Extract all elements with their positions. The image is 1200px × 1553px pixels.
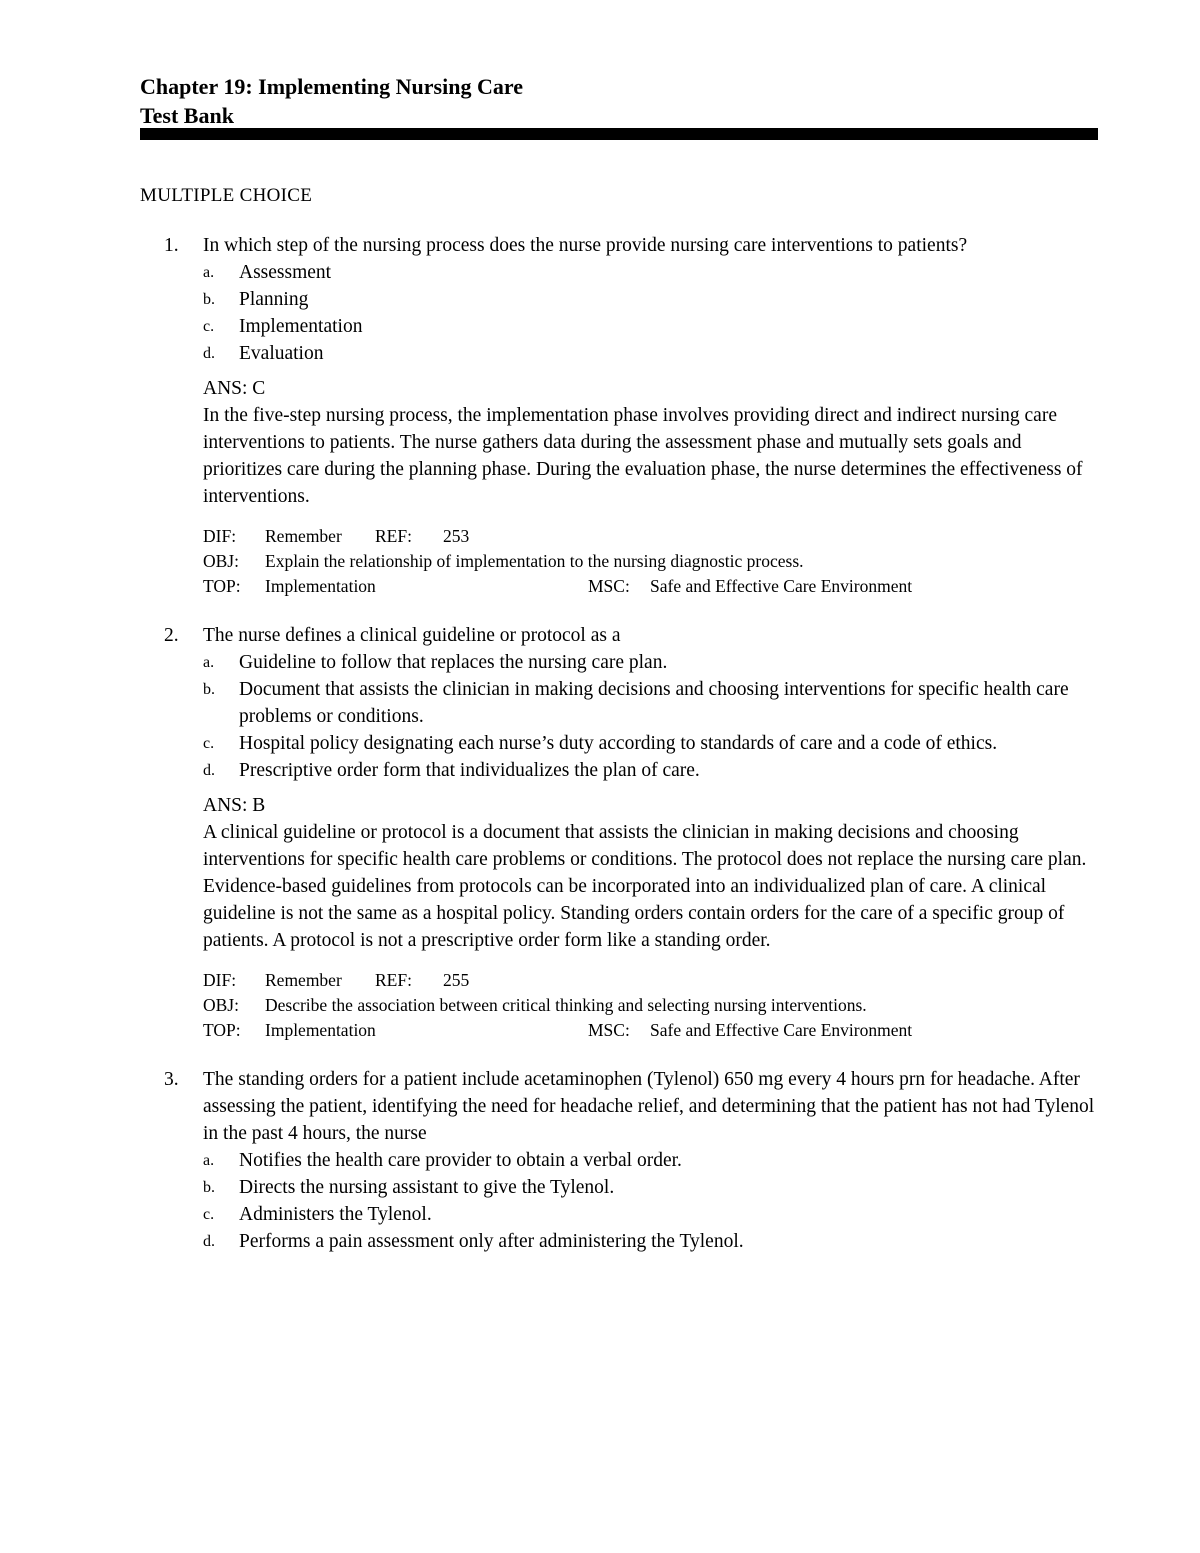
question-list: [140, 232, 1100, 1278]
choice-letter: c.: [203, 1206, 215, 1223]
ref-label: REF:: [375, 526, 412, 546]
choice-list: [203, 649, 1100, 784]
dif-label: DIF:: [203, 526, 237, 546]
choice-a: [203, 649, 1100, 676]
answer-rationale: In the five-step nursing process, the implementation phase involves providing direct and indirect nursing care interventions to patients. The nurse gathers data during the assessment phase and mutually sets goals and prioritizes care during the planning phase. During the evaluation phase, the nurse determines the effectiveness of interventions.: [203, 405, 1083, 507]
ref-label: REF:: [375, 970, 412, 990]
choice-c: [203, 1201, 1100, 1228]
question-2: [140, 622, 1100, 1043]
choice-letter: c.: [203, 318, 215, 335]
answer-rationale: A clinical guideline or protocol is a document that assists the clinician in making decisions and choosing interventions for specific health care problems or conditions. The protocol does not replace the nursing care plan. Evidence-based guidelines from protocols can be incorporated into an individualized plan of care. A clinical guideline is not the same as a hospital policy. Standing orders contain orders for the care of a specific group of patients. A protocol is not a prescriptive order form like a standing order.: [203, 822, 1087, 951]
question-number: 2.: [164, 625, 179, 646]
choice-letter: a.: [203, 264, 215, 281]
choice-text: Document that assists the clinician in making decisions and choosing interventions for specific health care problems or conditions.: [239, 679, 1069, 727]
chapter-subtitle: Test Bank: [140, 103, 234, 128]
choice-text: Administers the Tylenol.: [239, 1204, 432, 1225]
choice-list: [203, 259, 1100, 367]
msc-value: Safe and Effective Care Environment: [650, 576, 913, 596]
obj-value: Describe the association between critical thinking and selecting nursing interventions.: [265, 995, 867, 1015]
question-metadata: [203, 524, 1100, 599]
question-3: [140, 1066, 1100, 1255]
choice-text: Evaluation: [239, 343, 324, 364]
choice-letter: b.: [203, 1179, 215, 1196]
chapter-title: Chapter 19: Implementing Nursing Care: [140, 74, 523, 99]
question-number: 3.: [164, 1069, 179, 1090]
dif-value: Remember: [265, 526, 342, 546]
dif-label: DIF:: [203, 970, 237, 990]
choice-a: [203, 1147, 1100, 1174]
top-label: TOP:: [203, 576, 241, 596]
question-stem: The standing orders for a patient include acetaminophen (Tylenol) 650 mg every 4 hours prn for headache. After assessing the patient, identifying the need for headache relief, and determining that the patient has not had Tylenol in the past 4 hours, the nurse: [203, 1069, 1095, 1144]
answer-block: [203, 375, 1100, 510]
question-metadata: [203, 968, 1100, 1043]
header-rule: [140, 128, 1098, 140]
msc-label: MSC:: [588, 576, 630, 596]
choice-text: Implementation: [239, 316, 363, 337]
top-value: Implementation: [265, 576, 376, 596]
choice-letter: b.: [203, 681, 215, 698]
choice-letter: d.: [203, 345, 215, 362]
answer-key: ANS: B: [203, 795, 266, 816]
choice-b: [203, 286, 1100, 313]
choice-text: Hospital policy designating each nurse’s duty according to standards of care and a code of ethics.: [239, 733, 998, 754]
msc-value: Safe and Effective Care Environment: [650, 1020, 913, 1040]
top-label: TOP:: [203, 1020, 241, 1040]
choice-text: Directs the nursing assistant to give the Tylenol.: [239, 1177, 615, 1198]
obj-value: Explain the relationship of implementation to the nursing diagnostic process.: [265, 551, 804, 571]
choice-d: [203, 757, 1100, 784]
choice-c: [203, 730, 1100, 757]
answer-block: [203, 792, 1100, 954]
question-number: 1.: [164, 235, 179, 256]
choice-text: Prescriptive order form that individualizes the plan of care.: [239, 760, 700, 781]
choice-text: Performs a pain assessment only after administering the Tylenol.: [239, 1231, 744, 1252]
dif-value: Remember: [265, 970, 342, 990]
choice-letter: a.: [203, 654, 215, 671]
obj-label: OBJ:: [203, 995, 239, 1015]
choice-a: [203, 259, 1100, 286]
choice-c: [203, 313, 1100, 340]
choice-text: Notifies the health care provider to obtain a verbal order.: [239, 1150, 682, 1171]
top-value: Implementation: [265, 1020, 376, 1040]
choice-text: Guideline to follow that replaces the nursing care plan.: [239, 652, 668, 673]
choice-b: [203, 1174, 1100, 1201]
choice-letter: d.: [203, 1233, 215, 1250]
choice-d: [203, 1228, 1100, 1255]
question-stem: The nurse defines a clinical guideline or protocol as a: [203, 625, 621, 646]
choice-letter: a.: [203, 1152, 215, 1169]
choice-letter: c.: [203, 735, 215, 752]
ref-value: 255: [443, 970, 470, 990]
question-stem: In which step of the nursing process does the nurse provide nursing care interventions to patients?: [203, 235, 968, 256]
choice-letter: d.: [203, 762, 215, 779]
choice-b: [203, 676, 1100, 730]
msc-label: MSC:: [588, 1020, 630, 1040]
section-heading: MULTIPLE CHOICE: [140, 185, 313, 206]
choice-text: Assessment: [239, 262, 332, 283]
choice-d: [203, 340, 1100, 367]
choice-list: [203, 1147, 1100, 1255]
answer-key: ANS: C: [203, 378, 266, 399]
choice-letter: b.: [203, 291, 215, 308]
ref-value: 253: [443, 526, 470, 546]
question-1: [140, 232, 1100, 599]
obj-label: OBJ:: [203, 551, 239, 571]
document-header: [140, 72, 523, 130]
choice-text: Planning: [239, 289, 309, 310]
